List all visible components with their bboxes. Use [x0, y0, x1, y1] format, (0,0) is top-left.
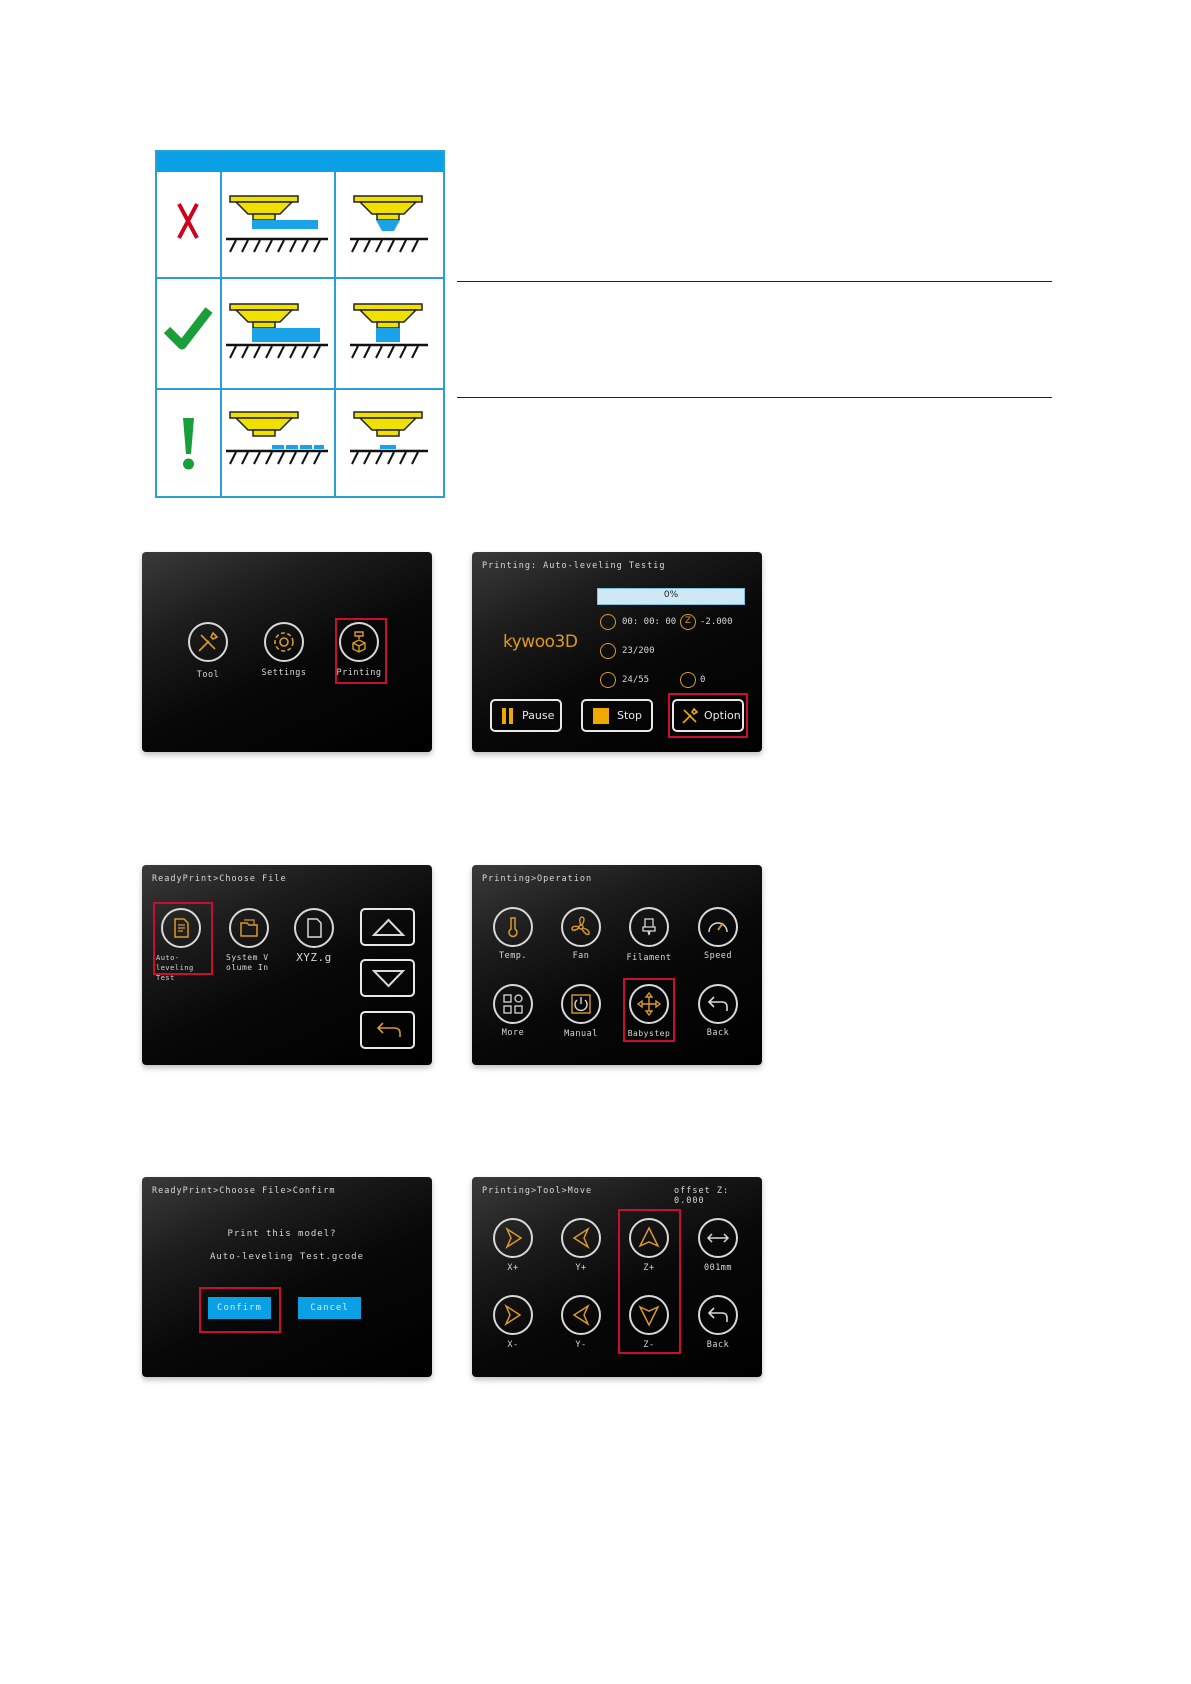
- item-label: Y+: [575, 1263, 587, 1273]
- arrow-down-left-icon: [568, 1302, 594, 1328]
- nozzle-too-far-wide: [222, 390, 334, 496]
- confirm-filename: Auto-leveling Test.gcode: [209, 1252, 365, 1262]
- screen-operation: [472, 865, 762, 1065]
- stop-button[interactable]: [581, 699, 653, 732]
- x-plus-button[interactable]: [493, 1218, 533, 1258]
- document-icon: [301, 915, 327, 941]
- nozzle-temp: 23/200: [622, 646, 655, 656]
- confirm-question: Print this model?: [227, 1229, 337, 1239]
- stop-icon: [593, 708, 609, 724]
- nozzle-temp-icon: [600, 643, 616, 659]
- print-time: 00: 00: 00: [622, 617, 677, 627]
- highlight-box: [335, 618, 387, 684]
- item-label: Z-: [643, 1340, 655, 1350]
- tool-label: Tool: [196, 670, 220, 680]
- file-label: System V olume In: [226, 953, 269, 972]
- highlight-box: [199, 1287, 281, 1333]
- item-label: X+: [507, 1263, 519, 1273]
- file-label: Auto-leveling Test: [156, 954, 194, 982]
- screen-title: ReadyPrint>Choose File>Confirm: [152, 1186, 336, 1196]
- option-label: Option: [704, 709, 741, 722]
- triangle-up-icon: [372, 917, 405, 937]
- bed-temp: 24/55: [622, 675, 650, 685]
- back-arrow-icon: [375, 1020, 403, 1040]
- nozzle-height-table: [155, 150, 445, 498]
- file-label: XYZ.g: [296, 951, 332, 964]
- arrow-up-left-icon: [568, 1225, 594, 1251]
- manual-button[interactable]: [561, 984, 601, 1024]
- cross-icon: [157, 192, 220, 256]
- nozzle-too-close-narrow: [336, 174, 443, 276]
- x-minus-button[interactable]: [493, 1295, 533, 1335]
- fan-button[interactable]: [561, 907, 601, 947]
- item-label: Babystep: [627, 1029, 671, 1038]
- more-button[interactable]: [493, 984, 533, 1024]
- item-label: Speed: [703, 951, 733, 961]
- screen-confirm: [142, 1177, 432, 1377]
- offset-z: offset Z: 0.000: [674, 1186, 730, 1206]
- extruder-icon: [636, 914, 662, 940]
- item-label: Z+: [643, 1263, 655, 1273]
- cancel-button[interactable]: Cancel: [298, 1297, 361, 1319]
- screen-printing-status: [472, 552, 762, 752]
- pause-label: Pause: [522, 709, 555, 722]
- power-icon: [568, 991, 594, 1017]
- item-label: Filament: [626, 953, 672, 963]
- speed-button[interactable]: [698, 907, 738, 947]
- folder-system-volume[interactable]: [229, 908, 269, 948]
- settings-label: Settings: [261, 668, 307, 678]
- temp-button[interactable]: [493, 907, 533, 947]
- stop-label: Stop: [617, 709, 643, 722]
- pause-icon: [502, 708, 506, 724]
- table-header-bar: [157, 152, 443, 172]
- fan-icon: [568, 914, 594, 940]
- brand-logo: kywoo3D: [503, 632, 578, 652]
- checkmark-icon: [157, 300, 220, 364]
- wrench-screwdriver-icon: [195, 629, 221, 655]
- separator-line: [457, 397, 1052, 398]
- back-arrow-icon: [705, 1302, 731, 1328]
- filament-button[interactable]: [629, 907, 669, 947]
- screen-choose-file: [142, 865, 432, 1065]
- bed-temp-icon: [600, 672, 616, 688]
- arrow-down-right-icon: [500, 1302, 526, 1328]
- tool-button[interactable]: [188, 622, 228, 662]
- screen-title: Printing: Auto-leveling Testig: [482, 561, 666, 571]
- step-size-button[interactable]: [698, 1218, 738, 1258]
- clock-icon: [600, 614, 616, 630]
- z-axis-icon: Z: [680, 614, 696, 630]
- back-arrow-icon: [705, 991, 731, 1017]
- settings-button[interactable]: [264, 622, 304, 662]
- screen-move: [472, 1177, 762, 1377]
- back-button[interactable]: [360, 1011, 415, 1049]
- item-label: Temp.: [498, 951, 528, 961]
- item-label: Fan: [572, 951, 590, 961]
- item-label: 001mm: [703, 1263, 733, 1273]
- z-value: -2.000: [700, 617, 733, 627]
- item-label: More: [501, 1028, 525, 1038]
- item-label: Back: [706, 1028, 730, 1038]
- grid-icon: [500, 991, 526, 1017]
- nozzle-correct-wide: [222, 279, 334, 387]
- scroll-down-button[interactable]: [360, 959, 415, 997]
- item-label: X-: [507, 1340, 519, 1350]
- pause-button[interactable]: [490, 699, 562, 732]
- progress-text: 0%: [663, 590, 679, 600]
- file-xyz[interactable]: [294, 908, 334, 948]
- thermometer-icon: [500, 914, 526, 940]
- back-button[interactable]: [698, 1295, 738, 1335]
- item-label: Y-: [575, 1340, 587, 1350]
- speedometer-icon: [705, 914, 731, 940]
- highlight-box: [153, 902, 213, 975]
- nozzle-too-close-wide: [222, 174, 334, 276]
- item-label: Back: [706, 1340, 730, 1350]
- separator-line: [457, 281, 1052, 282]
- scroll-up-button[interactable]: [360, 908, 415, 946]
- highlight-box: [668, 693, 748, 738]
- item-label: Manual: [564, 1029, 598, 1039]
- printing-label: Printing: [336, 668, 382, 678]
- back-button[interactable]: [698, 984, 738, 1024]
- fan-speed: 0: [700, 675, 706, 685]
- progress-bar: [597, 588, 745, 605]
- nozzle-correct-narrow: [336, 279, 443, 387]
- nozzle-too-far-narrow: [336, 390, 443, 496]
- double-arrow-icon: [705, 1225, 731, 1251]
- fan-icon: [680, 672, 696, 688]
- highlight-box: [623, 978, 675, 1042]
- triangle-down-icon: [372, 969, 405, 989]
- screen-title: ReadyPrint>Choose File: [152, 874, 287, 884]
- confirm-button[interactable]: Confirm: [208, 1297, 271, 1319]
- y-minus-button[interactable]: [561, 1295, 601, 1335]
- gear-icon: [271, 629, 297, 655]
- screen-title: Printing>Tool>Move: [482, 1186, 593, 1196]
- highlight-box: [618, 1209, 681, 1354]
- arrow-right-icon: [500, 1225, 526, 1251]
- screen-main-menu: [142, 552, 432, 752]
- folder-icon: [236, 915, 262, 941]
- screen-title: Printing>Operation: [482, 874, 593, 884]
- y-plus-button[interactable]: [561, 1218, 601, 1258]
- exclamation-icon: [157, 410, 220, 484]
